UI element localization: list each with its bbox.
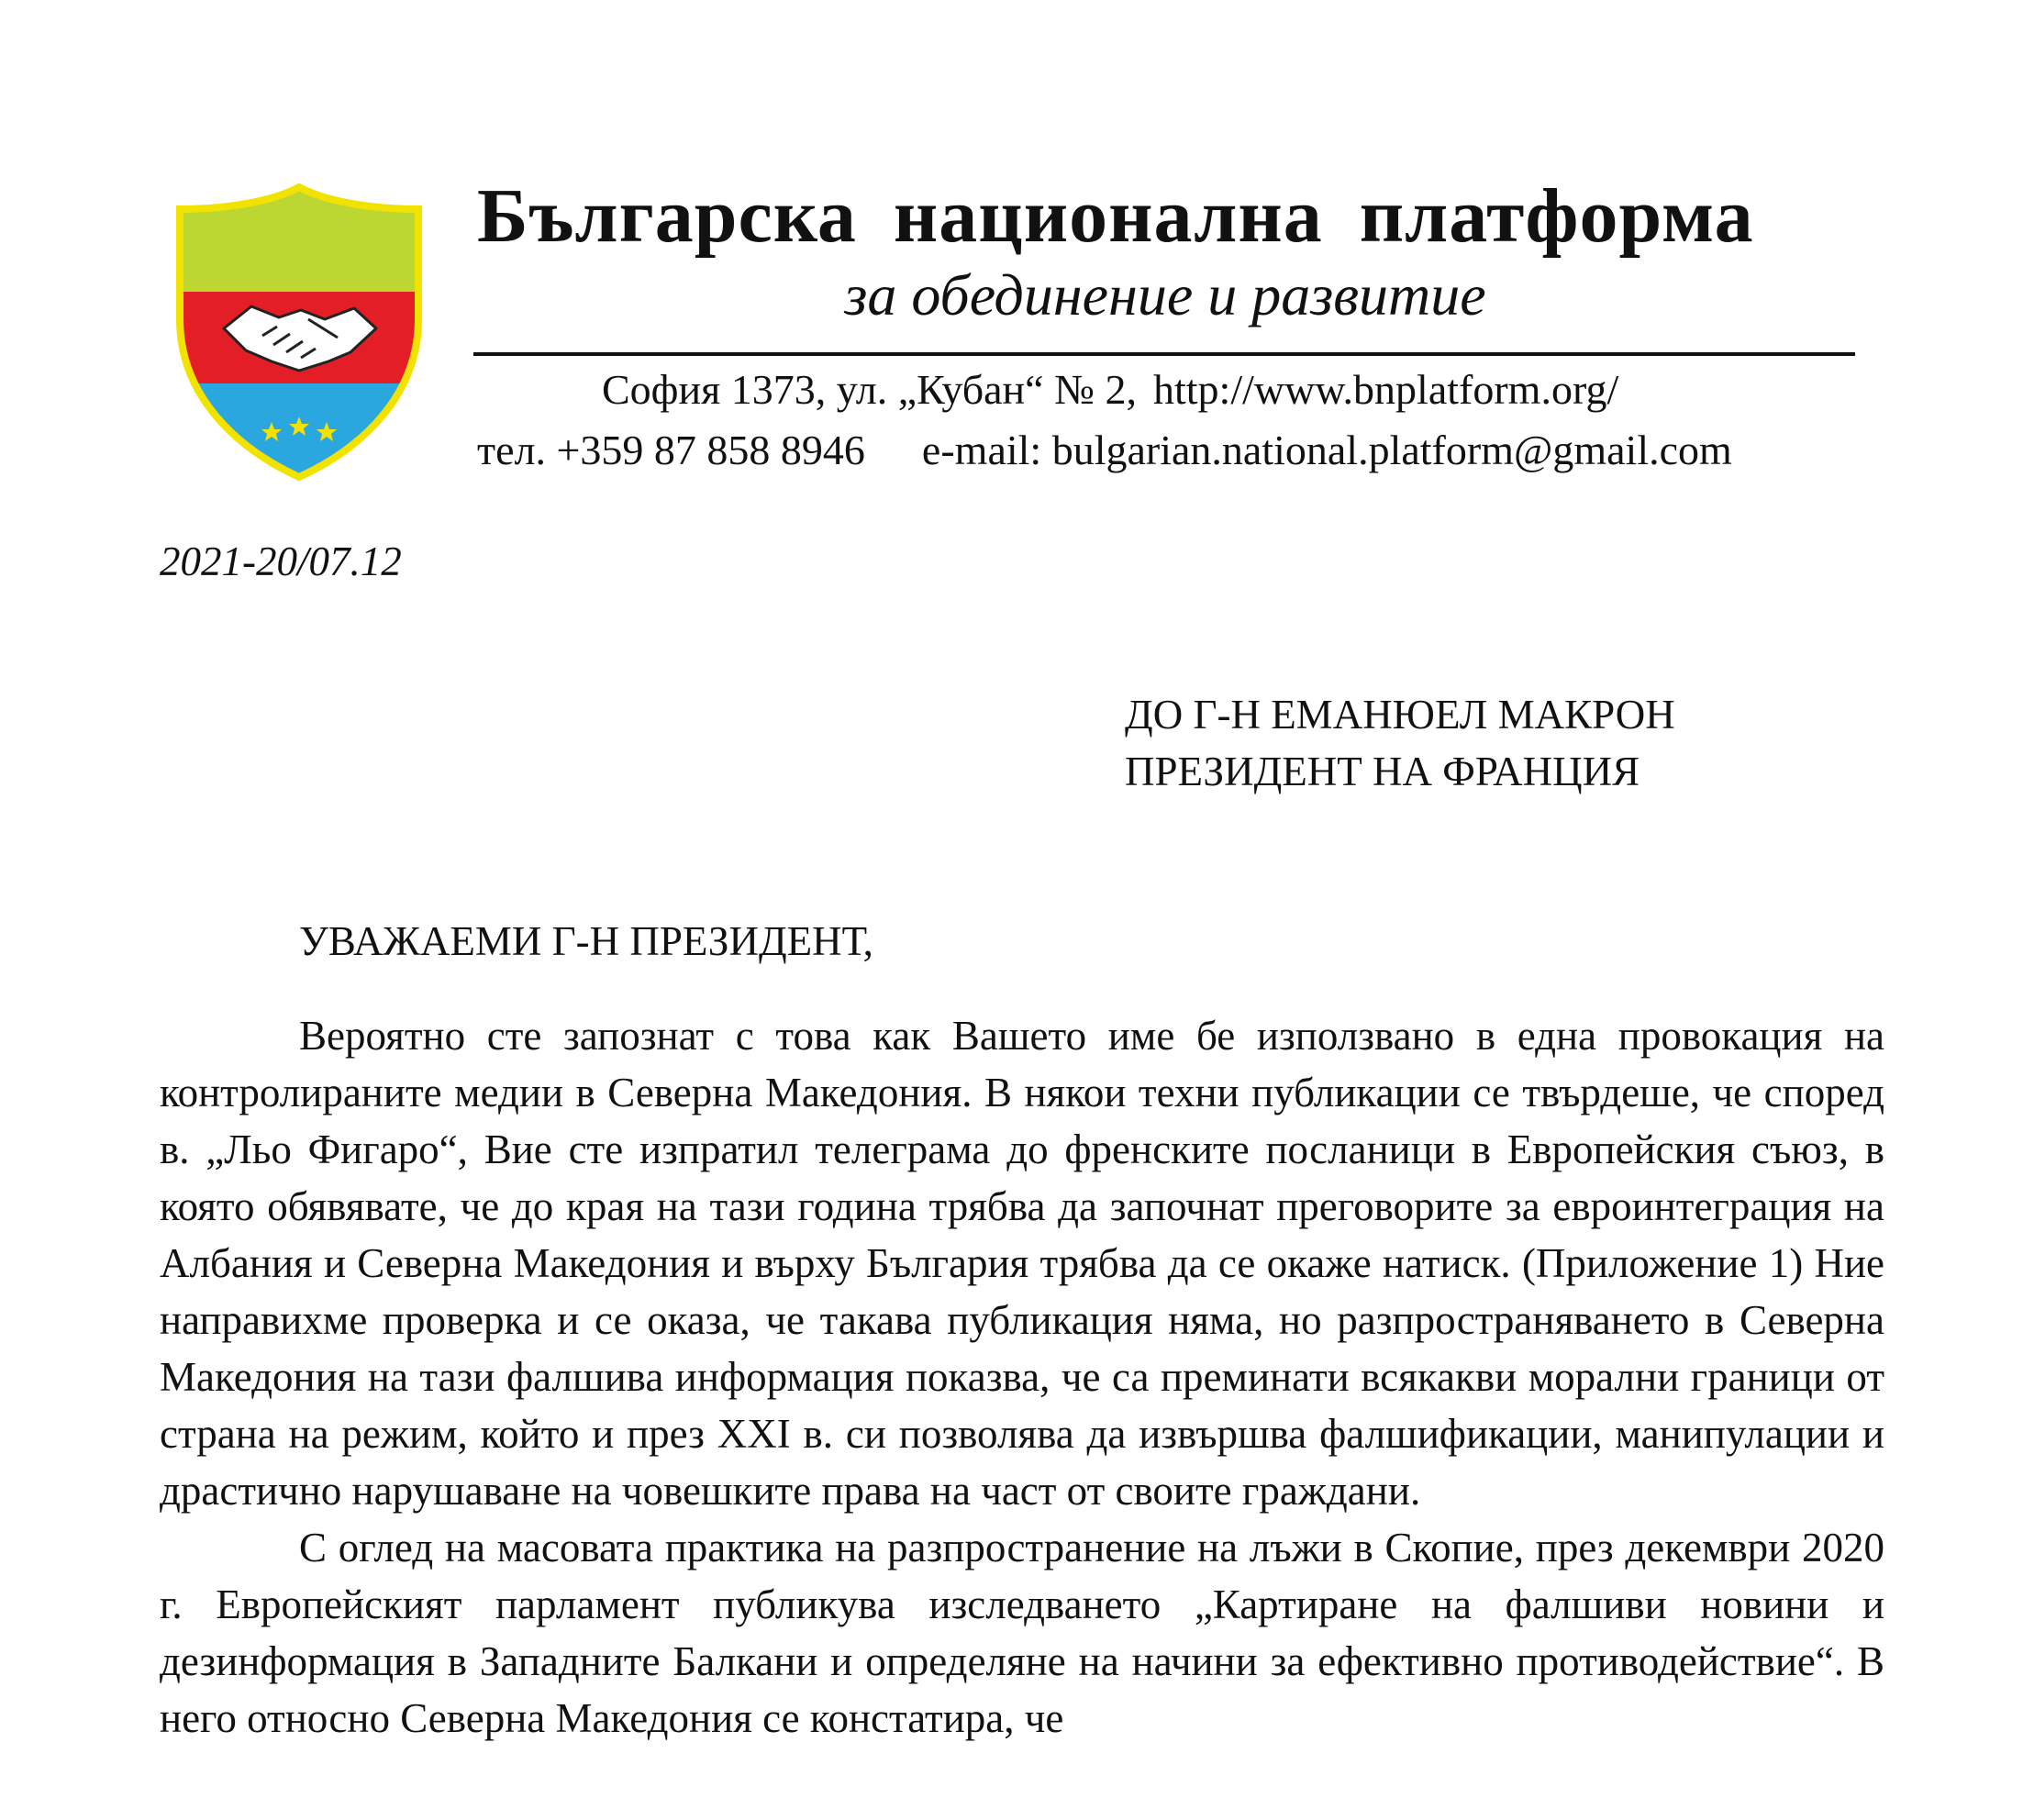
letter-body	[160, 1007, 1884, 1747]
recipient-title: ПРЕЗИДЕНТ НА ФРАНЦИЯ	[1125, 749, 1640, 794]
contact-line	[477, 427, 1732, 474]
reference-number: 2021-20/07.12	[160, 538, 402, 584]
crest-top-band	[171, 182, 428, 292]
salutation: УВАЖАЕМИ Г-Н ПРЕЗИДЕНТ,	[299, 918, 873, 964]
organization-title: Българска национална платформа	[477, 173, 1754, 259]
crest-bottom-band	[171, 383, 428, 484]
crest-logo	[171, 182, 428, 484]
header-divider	[473, 352, 1855, 356]
organization-subtitle: за обединение и развитие	[844, 262, 1486, 327]
address-line	[602, 367, 1635, 414]
paragraph: С оглед на масовата практика на разпространение на лъжи в Скопие, през декември 2020 г. Европейският парламент публикува изследването „Картиране на фалшиви новини и дезинформация в Западните Балкани и определяне на начини за ефективно противодействие“. В него относно Северна Македония се констатира, че	[160, 1525, 1884, 1741]
phone-number: тел. +359 87 858 8946	[477, 427, 865, 473]
recipient-block	[1125, 686, 1675, 800]
recipient-name: ДО Г-Н ЕМАНЮЕЛ МАКРОН	[1125, 692, 1675, 738]
email-address[interactable]: e-mail: bulgarian.national.platform@gmail.com	[921, 427, 1732, 473]
postal-address: София 1373, ул. „Кубан“ № 2,	[602, 366, 1137, 413]
website-link[interactable]: http://www.bnplatform.org/	[1152, 366, 1619, 413]
paragraph: Вероятно сте запознат с това как Вашето име бе използвано в една провокация на контролираните медии в Северна Македония. В някои техни публикации се твърдеше, че според в. „Льо Фигаро“, Вие сте изпратил телеграма до френските посланици в Европейския съюз, в която обявявате, че до края на тази година трябва да започнат преговорите за евроинтеграция на Албания и Северна Македония и върху България трябва да се окаже натиск. (Приложение 1) Ние направихме проверка и се оказа, че такава публикация няма, но разпространяването в Северна Македония на тази фалшива информация показва, че са преминати всякакви морални граници от страна на режим, който и през XXI в. си позволява да извършва фалшификации, манипулации и драстично нарушаване на човешките права на част от своите граждани.	[160, 1013, 1884, 1514]
